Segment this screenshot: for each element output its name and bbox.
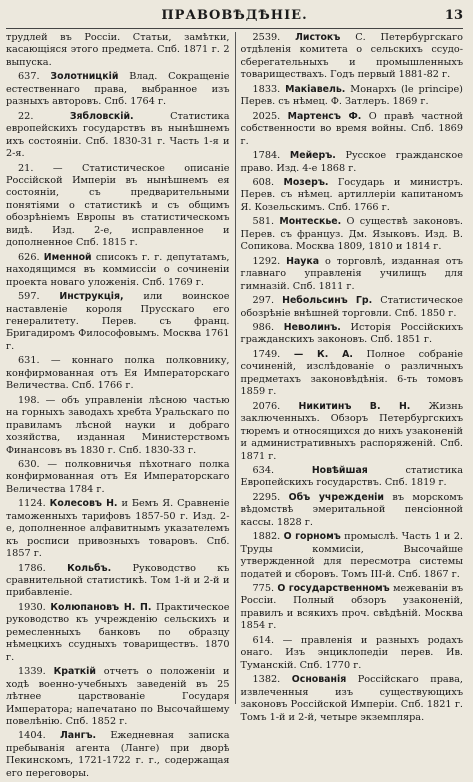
catalog-entry (241, 674, 464, 724)
entry-text: промыслѣ. Часть 1 и 2. Труды коммисіи, Высочайше утвержденной для пересмотра системы податей и сборовъ. Томъ III-й. Спб. 1867 г. (240, 531, 463, 580)
entry-text: Ежедневная записка пребыванія агента (Ланге) при дворѣ Пекинскомъ, 1721-1722 г. г., содержащая его переговоры. (6, 730, 230, 779)
entry-text: Россійскаго права, извлеченныя изъ существующихъ законовъ Россійской Имперіи. Спб. 1821 г. Томъ 1-й и 2-й, четыре экземпляра. (240, 674, 463, 723)
entry-heading: Кольбъ. (67, 562, 112, 574)
entry-number: 1882. (252, 531, 281, 543)
catalog-entry (241, 635, 464, 672)
entry-number: 1784. (252, 150, 281, 162)
catalog-entry (6, 71, 230, 108)
entry-heading: Мозеръ. (283, 176, 329, 188)
entry-text: Государь и министръ. Перев. съ нѣмец. артиллеріи капитаномъ Я. Козельскимъ. Спб. 1766 г. (240, 176, 463, 213)
entry-text: О правѣ частной собственности во время войны. Спб. 1869 г. (240, 110, 463, 147)
entry-text: Русское гражданское право. Изд. 4-е 1868 г. (240, 150, 463, 174)
entry-number: 1404. (18, 730, 46, 742)
entry-text: Жизнь заключенныхъ. Обзоръ Петербургскихъ тюремъ и относящихся до нихъ узаконеній и административныхъ распоряженій. Спб. 1871 г. (240, 400, 463, 462)
entry-text: — правленія и разныхъ родахъ онаго. Изъ энциклопедіи перев. Ив. Туманскій. Спб. 1770 г. (240, 634, 463, 671)
page-header (6, 6, 463, 29)
entry-number: 775. (252, 583, 275, 595)
entry-text: — полковничья пѣхотнаго полка конфирмованная отъ Ея Императорскаго Величества 1784 г. (6, 458, 230, 495)
entry-number: 1786. (18, 562, 46, 574)
entry-number: 1833. (252, 83, 281, 95)
entry-text: статистика Европейскихъ государствъ. Спб. 1819 г. (240, 464, 463, 489)
entry-text: или воинское наставленіе короля Прусскаго его генералитету. Перев. съ франц. Бригадиромъ Философовымъ. Москва 1761 г. (6, 291, 230, 352)
entry-number: 198. (18, 394, 40, 406)
catalog-entry (241, 150, 464, 175)
catalog-entry (241, 583, 464, 633)
catalog-entry (241, 349, 464, 399)
entry-text: — коннаго полка полковнику, конфирмованная отъ Ея Императорскаго Величества. Спб. 1766 г. (6, 355, 230, 392)
catalog-entry (241, 111, 464, 148)
entry-text: — объ управленіи лѣсною частью на горныхъ заводахъ хребта Уральскаго по правиламъ лѣсной науки и добраго хозяйства, изданная Министерствомъ Финансовъ въ 1830 г. Спб. 1830-33 г. (6, 394, 230, 456)
entry-text: о торговлѣ, изданная отъ главнаго управленія училищъ для гимназій. Спб. 1811 г. (240, 255, 463, 292)
entry-heading: Наука (286, 255, 320, 267)
entry-number: 1382. (252, 674, 281, 686)
catalog-entry (6, 111, 230, 161)
entry-number: 581. (252, 216, 275, 228)
entry-heading: Зябловскій. (69, 110, 134, 122)
entry-heading: Листокъ (295, 32, 341, 43)
catalog-entry (6, 498, 230, 560)
catalog-entry (6, 32, 230, 69)
entry-heading: Именной (43, 251, 92, 263)
entry-heading: Краткій (53, 666, 96, 678)
entry-number: 614. (252, 634, 275, 646)
entry-number: 986. (252, 321, 275, 333)
entry-number: 1339. (18, 666, 46, 678)
entry-number: 626. (18, 251, 40, 263)
entry-number: 2076. (252, 400, 281, 412)
entry-number: 22. (18, 110, 34, 122)
entry-number: 21. (18, 162, 34, 174)
entry-number: 630. (18, 458, 40, 470)
entry-heading: Колюпановъ Н. П. (50, 601, 152, 613)
entry-text: межеваніи въ Россіи. Полный обзоръ узаконеній, правилъ и всякихъ проч. свѣдѣній. Москва 1854 г. (240, 583, 463, 632)
entry-text: отчетъ о положеніи и ходѣ военно-учебныхъ заведеній въ 25 лѣтнее царствованіе Государя Императора; напечатано по Высочайшему повелѣнію. Спб. 1852 г. (6, 666, 230, 728)
entry-text: Практическое руководство къ учрежденію сельскихъ и ремесленныхъ банковъ по образцу нѣмецкихъ ссудныхъ товариществъ. 1870 г. (6, 601, 230, 663)
entry-number: 1749. (252, 348, 281, 360)
entry-text: Влад. Сокращеніе естественнаго права, выбранное изъ разныхъ авторовъ. Спб. 1764 г. (6, 71, 230, 108)
catalog-entry (241, 295, 464, 320)
entry-text: Монархъ (le principe) Перев. съ нѣмец. Ф. Затлеръ. 1869 г. (240, 83, 463, 108)
entry-heading: Неволинъ. (283, 321, 341, 333)
catalog-entry (241, 531, 464, 581)
catalog-entry (6, 459, 230, 496)
catalog-entry (241, 322, 464, 347)
entry-heading: — К. А. (293, 348, 353, 360)
entry-number: 2295. (252, 491, 281, 503)
entry-text: Руководство къ сравнительной статистикѣ. Том 1-й и 2-й и прибавленіе. (6, 562, 230, 599)
entry-number: 637. (18, 71, 40, 83)
entry-heading: Колесовъ Н. (49, 498, 118, 510)
catalog-entry (6, 666, 230, 728)
entry-number: 1930. (18, 601, 46, 613)
column-divider (235, 32, 236, 704)
catalog-entry (6, 730, 230, 780)
catalog-entry (6, 563, 230, 600)
entry-text: — Статистическое описаніе Россійской Имперіи въ нынѣшнемъ ея состояніи, съ предварительными понятіями о статистикѣ и съ общимъ обозрѣніемъ Европы въ статистическомъ видѣ. Изд. 2-е, исправленное и дополненное Спб. 1815 г. (6, 162, 230, 249)
page-number: 13 (444, 8, 463, 23)
entry-number: 2025. (252, 110, 281, 122)
entry-number: 631. (18, 355, 40, 367)
entry-text: списокъ г. г. депутатамъ, находящимся въ коммиссіи о сочиненіи проекта новаго уложенія. Спб. 1769 г. (6, 251, 230, 288)
entry-text: Статистическое обозрѣніе внѣшней торговли. Спб. 1850 г. (240, 295, 463, 319)
entry-heading: Макіавель. (285, 83, 346, 95)
entry-text: и Бемъ Я. Сравненіе таможенныхъ тарифовъ 1857-50 г. Изд. 2-е, дополненное алфавитнымъ указателемъ къ росписи привозныхъ товаровъ. Спб. 1857 г. (6, 498, 230, 560)
entry-heading: Основанія (291, 674, 347, 686)
entry-heading: Инструкція, (59, 291, 124, 303)
entry-number: 634. (252, 464, 275, 476)
entry-heading: Объ учрежденіи (288, 491, 384, 503)
catalog-entry (241, 32, 464, 82)
catalog-entry (241, 84, 464, 109)
entry-heading: Мейеръ. (289, 150, 336, 162)
left-column (6, 32, 235, 782)
entry-heading: Никитинъ В. Н. (298, 400, 411, 412)
entry-number: 1124. (18, 498, 46, 510)
entry-text: въ морскомъ вѣдомствѣ эмеритальной пенсіонной кассы. 1828 г. (240, 491, 463, 528)
entry-text: Статистика европейскихъ государствъ въ нынѣшнемъ ихъ состояніи. Спб. 1830-31 г. Часть 1-я и 2-я. (6, 110, 230, 160)
entry-text: С. Петербургскаго отдѣленія комитета о сельскихъ ссудо-сберегательныхъ и промышленныхъ товариществахъ. Годъ первый 1881-82 г. (240, 32, 463, 81)
entry-text: трудлей въ Россіи. Статьи, замѣтки, касающіяся этого предмета. Спб. 1871 г. 2 выпуска. (6, 32, 230, 68)
catalog-entry (241, 216, 464, 253)
entry-heading: Лангъ. (59, 730, 97, 742)
catalog-entry (241, 177, 464, 214)
two-column-body (6, 32, 463, 782)
entry-text: Полное собраніе сочиненій, изслѣдованіе о различныхъ предметахъ законовѣдѣнія. 6-ть томовъ 1859 г. (240, 348, 463, 398)
catalog-entry (6, 291, 230, 353)
catalog-entry (241, 401, 464, 463)
catalog-entry (241, 492, 464, 529)
catalog-entry (6, 252, 230, 289)
catalog-entry (6, 355, 230, 392)
entry-heading: Небольсинъ Гр. (282, 295, 373, 307)
entry-heading: Мартенсъ Ф. (287, 110, 362, 122)
entry-heading: О государственномъ (277, 583, 390, 595)
entry-number: 297. (252, 295, 275, 307)
entry-text: О существѣ законовъ. Перев. съ француз. Дм. Языковъ. Изд. В. Сопикова. Москва 1809, 1810 и 1814 г. (240, 216, 463, 253)
catalog-entry (6, 163, 230, 250)
entry-number: 1292. (252, 255, 281, 267)
entry-heading: Монтескье. (279, 216, 342, 228)
catalog-entry (6, 395, 230, 457)
entry-number: 608. (252, 176, 275, 188)
catalog-entry (241, 465, 464, 490)
entry-number: 2539. (252, 32, 281, 43)
entry-heading: Золотницкій (50, 71, 119, 83)
right-column (235, 32, 464, 782)
entry-heading: О горномъ (283, 531, 341, 543)
entry-number: 597. (18, 291, 40, 303)
entry-heading: Новѣйшая (311, 464, 368, 476)
catalog-entry (241, 256, 464, 293)
page-title: ПРАВОВѢДѢНІЕ. (161, 8, 308, 23)
catalog-entry (6, 602, 230, 664)
entry-text: Исторія Россійскихъ гражданскихъ законовъ. Спб. 1851 г. (240, 321, 463, 346)
